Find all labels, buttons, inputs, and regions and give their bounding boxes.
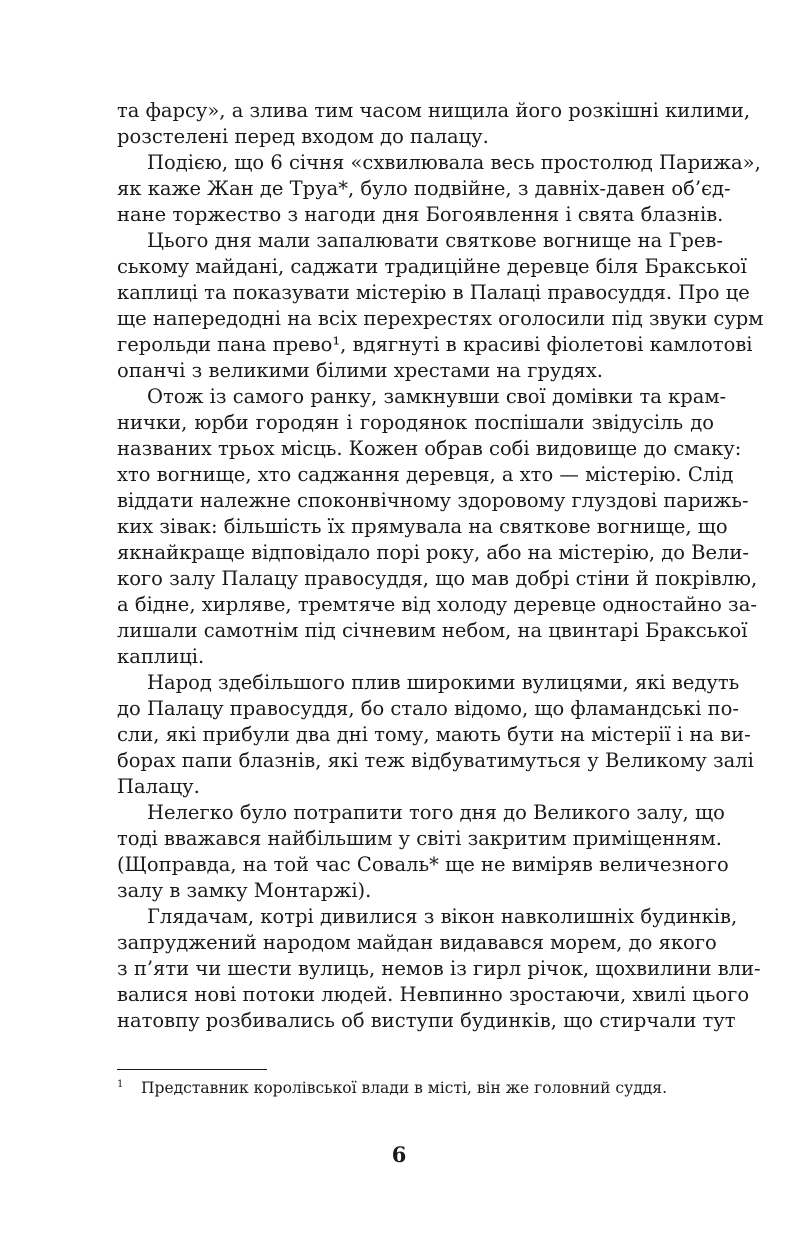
text-line: ких зівак: більшість їх прямувала на святкове вогнище, що — [117, 515, 728, 538]
text-line: ському майдані, саджати традиційне деревце біля Бракської — [117, 255, 747, 278]
text-line: герольди пана прево¹, вдягнуті в красиві фіолетові камлотові — [117, 333, 753, 356]
text-line: віддати належне споконвічному здоровому глуздові парижь- — [117, 489, 749, 512]
footnote-mark: 1 — [117, 1079, 124, 1090]
text-line: та фарсу», а злива тим часом нищила його розкішні килими, — [117, 99, 751, 122]
text-line: каплиці та показувати містерію в Палаці правосуддя. Про це — [117, 281, 750, 304]
text-line: нане торжество з нагоди дня Богоявлення і свята блазнів. — [117, 203, 724, 226]
page-number: 6 — [391, 1142, 407, 1167]
text-line: лишали самотнім під січневим небом, на цвинтарі Бракської — [117, 619, 748, 642]
text-line: валися нові потоки людей. Невпинно зростаючи, хвилі цього — [117, 983, 750, 1006]
text-line: нички, юрби городян і городянок поспішали звідусіль до — [117, 411, 714, 434]
page-body — [117, 98, 764, 1034]
text-line: Народ здебільшого плив широкими вулицями, які ведуть — [147, 671, 740, 694]
text-line: Глядачам, котрі дивилися з вікон навколишніх будинків, — [147, 905, 738, 928]
text-line: Цього дня мали запалювати святкове вогнище на Грев- — [147, 229, 723, 252]
text-line: (Щоправда, на той час Соваль* ще не виміряв величезного — [117, 853, 729, 876]
footnote — [117, 1076, 714, 1100]
text-line: Отож із самого ранку, замкнувши свої домівки та крам- — [147, 385, 727, 408]
text-line: залу в замку Монтаржі). — [117, 879, 372, 902]
text-line: борах папи блазнів, які теж відбуватимуться у Великому залі — [117, 749, 754, 772]
text-line: натовпу розбивались об виступи будинків, що стирчали тут — [117, 1009, 736, 1032]
text-line: сли, які прибули два дні тому, мають бути на містерії і на ви- — [117, 723, 751, 746]
text-line: кого залу Палацу правосуддя, що мав добрі стіни й покрівлю, — [117, 567, 758, 590]
text-line: з п’яти чи шести вулиць, немов із гирл річок, щохвилини вли- — [117, 957, 761, 980]
footnote-divider — [117, 1069, 267, 1070]
text-line: ще напередодні на всіх перехрестях оголосили під звуки сурм — [117, 307, 764, 330]
text-line: до Палацу правосуддя, бо стало відомо, що фламандські по- — [117, 697, 739, 720]
text-line: хто вогнище, хто саджання деревця, а хто — містерію. Слід — [117, 463, 734, 486]
text-line: запруджений народом майдан видавався морем, до якого — [117, 931, 717, 954]
text-line: опанчі з великими білими хрестами на грудях. — [117, 359, 603, 382]
text-line: тоді вважався найбільшим у світі закритим приміщенням. — [117, 827, 722, 850]
text-line: названих трьох місць. Кожен обрав собі видовище до смаку: — [117, 437, 742, 460]
text-line: розстелені перед входом до палацу. — [117, 125, 489, 148]
text-line: Палацу. — [117, 775, 200, 798]
text-line: якнайкраще відповідало порі року, або на містерію, до Вели- — [117, 541, 749, 564]
text-line: як каже Жан де Труа*, було подвійне, з давніх-давен об’єд- — [117, 177, 731, 200]
text-line: Подією, що 6 січня «схвилювала весь простолюд Парижа», — [147, 151, 761, 174]
text-line: каплиці. — [117, 645, 205, 668]
text-line: Нелегко було потрапити того дня до Великого залу, що — [147, 801, 725, 824]
footnote-text: Представник королівської влади в місті, він же головний суддя. — [141, 1079, 668, 1097]
text-line: а бідне, хирляве, тремтяче від холоду деревце одностайно за- — [117, 593, 757, 616]
